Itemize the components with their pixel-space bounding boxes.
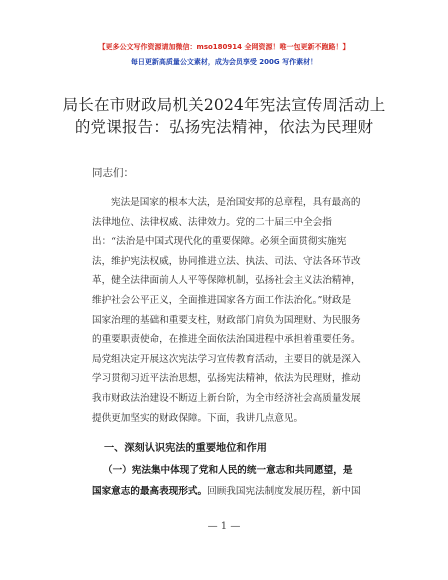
paragraph-line: 提供更加坚实的财政保障。下面，我讲几点意见。 <box>92 412 304 424</box>
salutation: 同志们： <box>92 167 134 179</box>
opening-paragraph <box>92 193 385 428</box>
title-line-1: 局长在市财政局机关2024年宪法宣传周活动上 <box>62 96 386 114</box>
promo-banner-line-2: 每日更新高质量公文素材，成为会员享受 200G 写作素材！ <box>130 58 318 66</box>
paragraph-line: 的重要职责使命，在推进全面依法治国进程中承担着重要任务。 <box>92 334 361 346</box>
paragraph-line: 宪法是国家的根本大法，是治国安邦的总章程，具有最高的 <box>111 197 361 208</box>
paragraph-line: 局党组决定开展这次宪法学习宣传教育活动，主要目的就是深入 <box>92 353 361 365</box>
subsection-paragraph <box>92 460 392 502</box>
paragraph-line: 我市财政法治建设不断迈上新台阶，为全市经济社会高质量发展 <box>92 392 361 404</box>
subsection-heading-line-1: （一）宪法集中体现了党和人民的统一意志和共同愿望，是 <box>103 465 353 476</box>
paragraph-line: 法律地位、法律权威、法律效力。党的二十届三中全会指 <box>92 216 332 228</box>
paragraph-line: 国家治理的基础和重要支柱，财政部门肩负为国理财、为民服务 <box>92 314 361 326</box>
paragraph-line: 维护社会公平正义，全面推进国家各方面工作法治化。”财政是 <box>92 294 352 306</box>
subsection-heading-line-2: 国家意志的最高表现形式。 <box>92 486 208 497</box>
promo-banner-line-1: 【更多公文写作资源请加微信：mso180914 全网资源！唯一包更新不跑路！】 <box>98 43 350 51</box>
subsection-line-2 <box>92 481 392 502</box>
title-line-2: 的党课报告：弘扬宪法精神，依法为民理财 <box>74 118 374 136</box>
subsection-text: 回顾我国宪法制度发展历程，新中国 <box>207 486 361 497</box>
page-number: — 1 — <box>207 521 241 532</box>
document-title <box>44 94 404 138</box>
paragraph-line: 学习贯彻习近平法治思想，弘扬宪法精神，依法为民理财，推动 <box>92 373 361 385</box>
paragraph-line: 法，维护宪法权威，协同推进立法、执法、司法、守法各环节改 <box>92 255 361 267</box>
paragraph-line: 出：“法治是中国式现代化的重要保障。必须全面贯彻实施宪 <box>92 236 347 248</box>
paragraph-line: 革，健全法律面前人人平等保障机制，弘扬社会主义法治精神， <box>92 275 361 287</box>
section-heading: 一、深刻认识宪法的重要地位和作用 <box>104 443 267 454</box>
